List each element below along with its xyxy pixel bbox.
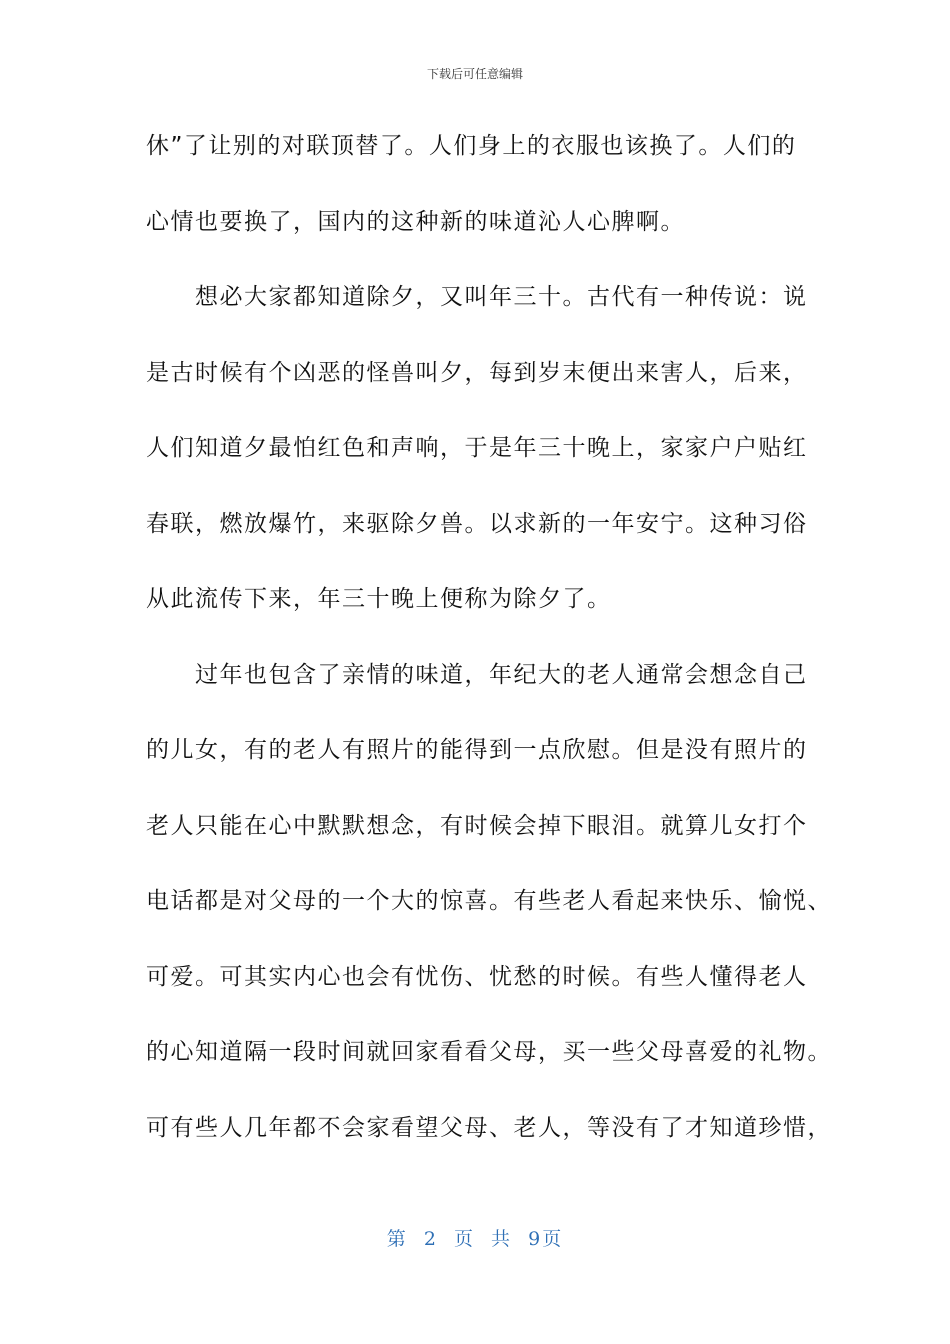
footer-prefix: 第: [386, 1228, 408, 1250]
footer-page-word: 页: [453, 1228, 475, 1250]
text-line: 可有些人几年都不会家看望父母、老人，等没有了才知道珍惜，: [146, 1114, 832, 1141]
text-line: 过年也包含了亲情的味道，年纪大的老人通常会想念自己: [146, 661, 808, 688]
text-line: 休”了让别的对联顶替了。人们身上的衣服也该换了。人们的: [146, 133, 797, 159]
footer-total-word: 共: [491, 1228, 513, 1250]
text-line: 想必大家都知道除夕，又叫年三十。古代有一种传说：说: [146, 284, 808, 310]
page-footer: [0, 1226, 950, 1252]
text-line: 可爱。可其实内心也会有忧伤、忧愁的时候。有些人懂得老人: [146, 963, 808, 990]
text-line: 从此流传下来，年三十晚上便称为除夕了。: [146, 586, 612, 612]
text-line: 电话都是对父母的一个大的惊喜。有些老人看起来快乐、愉悦、: [146, 888, 832, 914]
text-line: 的儿女，有的老人有照片的能得到一点欣慰。但是没有照片的: [146, 737, 808, 763]
text-line: 人们知道夕最怕红色和声响，于是年三十晚上，家家户户贴红: [146, 435, 808, 461]
text-line: 是古时候有个凶恶的怪兽叫夕，每到岁末便出来害人，后来，: [146, 359, 808, 386]
text-line: 老人只能在心中默默想念，有时候会掉下眼泪。就算儿女打个: [146, 812, 808, 839]
text-line: 心情也要换了，国内的这种新的味道沁人心脾啊。: [146, 208, 685, 235]
text-line: 春联，燃放爆竹，来驱除夕兽。以求新的一年安宁。这种习俗: [146, 510, 808, 537]
footer-total-pages: 9页: [528, 1228, 564, 1250]
text-line: 的心知道隔一段时间就回家看看父母，买一些父母喜爱的礼物。: [146, 1039, 832, 1065]
header-note: 下载后可任意编辑: [426, 67, 523, 81]
body-text: [146, 124, 846, 1181]
footer-current-page: 2: [423, 1228, 438, 1250]
